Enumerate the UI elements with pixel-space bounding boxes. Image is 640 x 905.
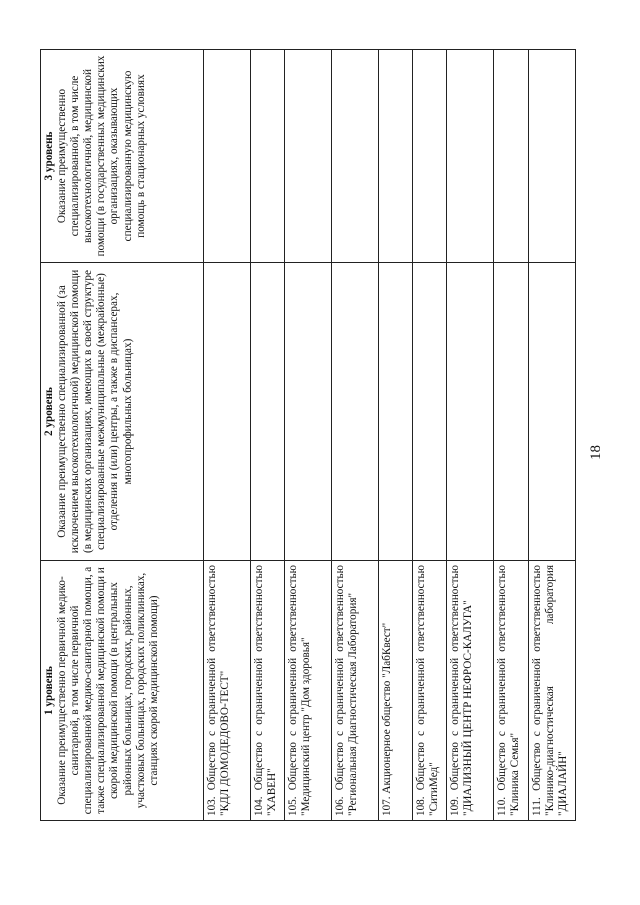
table-row bbox=[250, 50, 284, 821]
row-106-level2 bbox=[331, 263, 378, 561]
header-level-1 bbox=[41, 561, 204, 821]
row-110-level3 bbox=[494, 50, 528, 263]
table-row bbox=[378, 50, 412, 821]
row-106-level3 bbox=[331, 50, 378, 263]
level-3-description: Оказание преимущественно специализированной, в том числе высокотехнологичной, медицинской помощи (в государственных медицинских организациях, оказывающих специализированную медицинскую помощь в стационарных условиях bbox=[56, 55, 147, 257]
row-108-name: 108. Общество с ограниченной ответственностью "СитиМед" bbox=[413, 561, 447, 821]
level-3-title: 3 уровень bbox=[43, 131, 55, 181]
level-1-title: 1 уровень bbox=[43, 666, 55, 715]
row-105-level2 bbox=[284, 263, 331, 561]
table-row bbox=[413, 50, 447, 821]
table-row bbox=[494, 50, 528, 821]
row-107-level3 bbox=[378, 50, 412, 263]
row-103-level2 bbox=[203, 263, 250, 561]
row-110-level2 bbox=[494, 263, 528, 561]
row-110-name: 110. Общество с ограниченной ответственностью "Клиника Семья" bbox=[494, 561, 528, 821]
row-103-name: 103. Общество с ограниченной ответственностью "КДЛ ДОМОДЕДОВО-ТЕСТ" bbox=[203, 561, 250, 821]
row-108-level3 bbox=[413, 50, 447, 263]
row-107-name: 107. Акционерное общество "ЛабКвест" bbox=[378, 561, 412, 821]
row-105-level3 bbox=[284, 50, 331, 263]
row-109-level3 bbox=[447, 50, 494, 263]
row-109-level2 bbox=[447, 263, 494, 561]
row-107-level2 bbox=[378, 263, 412, 561]
level-1-description: Оказание преимущественно первичной медико-санитарной, в том числе первичной специализированной медико-санитарной помощи, а также специализированной медицинской помощи и скорой медицинской помощи (в центральных районных больницах, городских, районных, участковых больницах, городских поликлиниках, станциях скорой медицинской помощи) bbox=[56, 566, 160, 815]
row-105-name: 105. Общество с ограниченной ответственностью "Медицинский центр "Дом здоровья" bbox=[284, 561, 331, 821]
row-111-name: 111. Общество с ограниченной ответственностью "Клинико-диагностическая лаборатория "ДИАЛАЙН" bbox=[528, 561, 575, 821]
page-number: 18 bbox=[588, 445, 604, 460]
row-109-name: 109. Общество с ограниченной ответственностью "ДИАЛИЗНЫЙ ЦЕНТР НЕФРОС-КАЛУГА" bbox=[447, 561, 494, 821]
row-104-level2 bbox=[250, 263, 284, 561]
header-level-2 bbox=[41, 263, 204, 561]
table-row bbox=[447, 50, 494, 821]
level-2-description: Оказание преимущественно специализированной (за исключением высокотехнологичной) медицинской помощи (в медицинских организациях, имеющих в своей структуре специализированные межмуниципальные (межрайонные) отделения и (или) центры, а также в диспансерах, многопрофильных больницах) bbox=[56, 269, 134, 554]
row-108-level2 bbox=[413, 263, 447, 561]
table-row bbox=[203, 50, 250, 821]
row-106-name: 106. Общество с ограниченной ответственностью "Региональная Диагностическая Лаборатория" bbox=[331, 561, 378, 821]
table-row bbox=[284, 50, 331, 821]
row-104-level3 bbox=[250, 50, 284, 263]
row-103-level3 bbox=[203, 50, 250, 263]
table-row bbox=[331, 50, 378, 821]
header-level-3 bbox=[41, 50, 204, 263]
row-104-name: 104. Общество с ограниченной ответственностью "ХАВЕН" bbox=[250, 561, 284, 821]
row-111-level2 bbox=[528, 263, 575, 561]
table-row bbox=[528, 50, 575, 821]
levels-table bbox=[40, 49, 576, 821]
level-2-title: 2 уровень bbox=[43, 387, 55, 436]
row-111-level3 bbox=[528, 50, 575, 263]
header-row bbox=[41, 50, 204, 821]
